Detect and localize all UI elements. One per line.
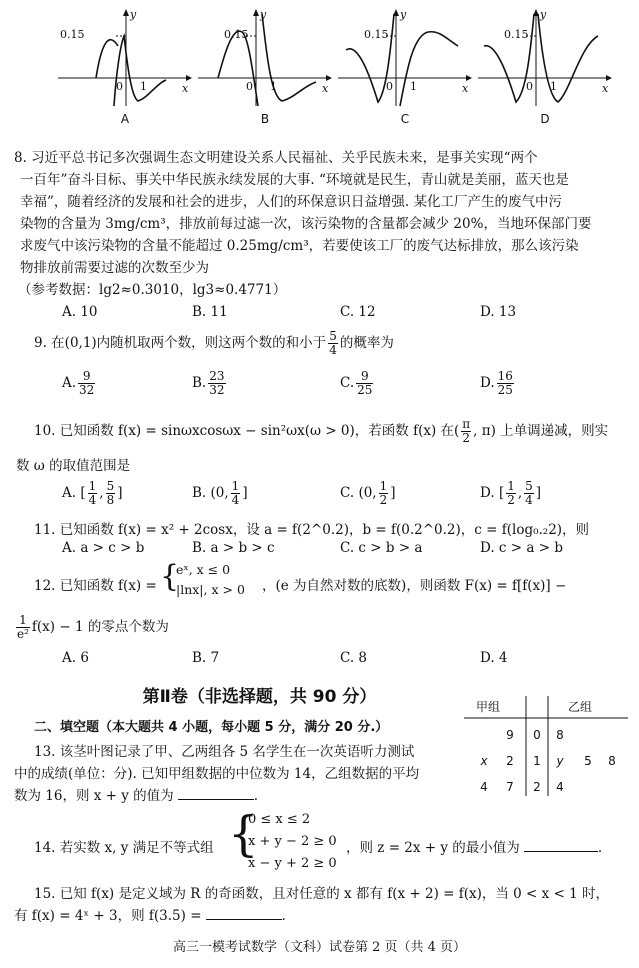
q8-reference-data: （参考数据：lg2≈0.3010，lg3≈0.4771） — [18, 282, 287, 298]
q10-option-d[interactable]: D. [ $\frac{1}{2}$ , $\frac{5}{4}$ ] — [480, 479, 542, 507]
q10-option-a[interactable]: A. [ $\frac{1}{4}$ , $\frac{5}{8}$ ] — [62, 479, 123, 507]
stem-value: 1 — [533, 754, 541, 768]
q12-case-2: |lnx|, x > 0 — [176, 582, 245, 597]
q11-option-c[interactable]: C. c > b > a — [340, 540, 423, 556]
q9-fraction-den: 4 — [329, 343, 337, 357]
q14-constraint-2: x + y − 2 ≥ 0 — [248, 834, 337, 849]
q9-option-a[interactable]: A. $\frac{9}{32}$ — [62, 369, 95, 397]
leaf-right: 8 — [556, 728, 564, 742]
leaf-left: 4 — [480, 780, 488, 794]
q12-stem-line-2: $\frac{1}{\text{e²}}$ f(x) − 1 的零点个数为 — [17, 613, 169, 641]
q15-line-1: 15. 已知 f(x) 是定义域为 R 的奇函数，且对任意的 x 都有 f(x + 2) = f(x)，当 0 < x < 1 时， — [34, 886, 610, 902]
y-tick: 0.15 — [364, 28, 389, 41]
origin-label: 0 — [386, 80, 393, 93]
q12-brace: { — [160, 559, 180, 594]
q10-option-b[interactable]: B. (0, $\frac{1}{4}$ ] — [192, 479, 248, 507]
q8-line-2: 一百年”奋斗目标、事关中华民族永续发展的大事. “环境就是民生，青山就是美丽，蓝天也是 — [20, 172, 569, 188]
section-2-heading: 二、填空题（本大题共 4 小题，每小题 5 分，满分 20 分.） — [34, 720, 389, 735]
graph-option-d — [476, 6, 614, 126]
q8-line-3: 幸福”，随着经济的发展和社会的进步，人们的环保意识日益增强. 某化工厂产生的废气中污 — [20, 194, 562, 210]
graph-option-c — [336, 6, 474, 126]
section-2-title: 第Ⅱ卷（非选择题，共 90 分） — [142, 687, 377, 707]
leaf-left: x — [480, 754, 488, 768]
q12-option-c[interactable]: C. 8 — [340, 650, 368, 666]
graph-label: C — [400, 112, 410, 126]
graph-option-a — [56, 6, 194, 126]
y-axis-label: y — [260, 8, 267, 21]
graph-label: B — [260, 112, 270, 126]
leaf-left: 9 — [506, 728, 514, 742]
q12-stem-post: ，(e 为自然对数的底数)，则函数 F(x) = f[f(x)] − — [262, 578, 567, 594]
one-label: 1 — [410, 80, 417, 93]
y-tick: 0.15 — [224, 28, 249, 41]
leaf-right: y — [556, 754, 564, 768]
q11-option-a[interactable]: A. a > c > b — [62, 540, 145, 556]
q13-line-3: 数为 16，则 x + y 的值为 . — [14, 788, 258, 804]
q10-option-c[interactable]: C. (0, $\frac{1}{2}$ ] — [340, 479, 396, 507]
q11-option-d[interactable]: D. c > a > b — [480, 540, 563, 556]
q10-stem-line-2: 数 ω 的取值范围是 — [16, 458, 131, 474]
q13-answer-blank[interactable] — [178, 787, 254, 800]
q11-stem: 11. 已知函数 f(x) = x² + 2cosx，设 a = f(2^0.2)，b = f(0.2^0.2)，c = f(log₀.₂2)，则 — [34, 522, 590, 538]
x-axis-label: x — [182, 82, 189, 95]
q8-option-c[interactable]: C. 12 — [340, 304, 376, 320]
leaf-left: 2 — [506, 754, 514, 768]
q8-option-a[interactable]: A. 10 — [62, 304, 98, 320]
graph-option-b — [196, 6, 334, 126]
leaf-right: 5 — [584, 754, 592, 768]
y-axis-label: y — [540, 8, 547, 21]
q8-option-d[interactable]: D. 13 — [480, 304, 517, 320]
leaf-right: 8 — [608, 754, 616, 768]
q14-stem-pre: 14. 若实数 x, y 满足不等式组 — [34, 840, 214, 856]
q13-line-2: 中的成绩(单位：分). 已知甲组数据的中位数为 14，乙组数据的平均 — [14, 766, 420, 782]
q8-line-4: 染物的含量为 3mg/cm³，排放前每过滤一次，该污染物的含量都会减少 20%，当地环保部门要 — [20, 216, 592, 232]
q15-line-2: 有 f(x) = 4ˣ + 3，则 f(3.5) = . — [14, 908, 286, 924]
q9-option-d[interactable]: D. $\frac{16}{25}$ — [480, 369, 513, 397]
x-axis-label: x — [322, 82, 329, 95]
q9-fraction — [328, 330, 338, 357]
q11-option-b[interactable]: B. a > b > c — [192, 540, 275, 556]
q10-stem: 10. 已知函数 f(x) = sinωxcosωx − sin²ωx(ω > 0)，若函数 f(x) 在( $\frac{\pi}{2}$ , π) 上单调递减，则实 — [34, 417, 609, 445]
stem-leaf-plot — [464, 692, 628, 800]
y-axis-label: y — [400, 8, 407, 21]
q8-line-5: 求废气中该污染物的含量不能超过 0.25mg/cm³，若要使该工厂的废气达标排放，那么该污染 — [20, 238, 579, 254]
y-tick: 0.15 — [60, 28, 85, 41]
q12-option-b[interactable]: B. 7 — [192, 650, 220, 666]
x-axis-label: x — [462, 82, 469, 95]
page-footer: 高三一模考试数学（文科）试卷第 2 页（共 4 页） — [172, 940, 467, 955]
one-label: 1 — [140, 80, 147, 93]
q9-fraction-num: 5 — [329, 329, 337, 343]
q9-stem — [34, 330, 625, 357]
q9-option-c[interactable]: C. $\frac{9}{25}$ — [340, 369, 373, 397]
q14-brace: { — [228, 806, 259, 862]
graph-label: D — [540, 112, 550, 126]
q14-constraint-3: x − y + 2 ≥ 0 — [248, 856, 337, 871]
stem-leaf-right-header: 乙组 — [568, 700, 593, 714]
q14-answer-blank[interactable] — [524, 839, 598, 852]
q9-stem-post: 的概率为 — [339, 335, 394, 351]
q13-line-1: 13. 该茎叶图记录了甲、乙两组各 5 名学生在一次英语听力测试 — [34, 744, 415, 760]
stem-leaf-left-header: 甲组 — [476, 700, 501, 714]
one-label: 1 — [270, 80, 277, 93]
q8-line-1: 8. 习近平总书记多次强调生态文明建设关系人民福祉、关乎民族未来，是事关实现“两个 — [14, 150, 538, 166]
q12-case-1: eˣ, x ≤ 0 — [176, 562, 231, 577]
q12-stem-pre: 12. 已知函数 f(x) = — [34, 578, 157, 594]
one-label: 1 — [550, 80, 557, 93]
q8-line-6: 物排放前需要过滤的次数至少为 — [20, 260, 209, 276]
leaf-right: 4 — [556, 780, 564, 794]
q9-stem-pre: 9. 在(0,1)内随机取两个数，则这两个数的和小于 — [34, 335, 327, 351]
origin-label: 0 — [526, 80, 533, 93]
x-axis-label: x — [602, 82, 609, 95]
leaf-left: 7 — [506, 780, 514, 794]
q14-stem-post: ，则 z = 2x + y 的最小值为 . — [346, 840, 603, 856]
stem-value: 2 — [533, 780, 541, 794]
q9-option-b[interactable]: B. $\frac{23}{32}$ — [192, 369, 225, 397]
q8-option-b[interactable]: B. 11 — [192, 304, 228, 320]
q12-option-d[interactable]: D. 4 — [480, 650, 508, 666]
q15-answer-blank[interactable] — [206, 907, 282, 920]
stem-value: 0 — [533, 728, 541, 742]
q12-option-a[interactable]: A. 6 — [62, 650, 89, 666]
origin-label: 0 — [116, 80, 123, 93]
y-axis-label: y — [130, 8, 137, 21]
graph-label: A — [120, 112, 130, 126]
origin-label: 0 — [246, 80, 253, 93]
y-tick: 0.15 — [504, 28, 529, 41]
q14-constraint-1: 0 ≤ x ≤ 2 — [248, 812, 311, 827]
